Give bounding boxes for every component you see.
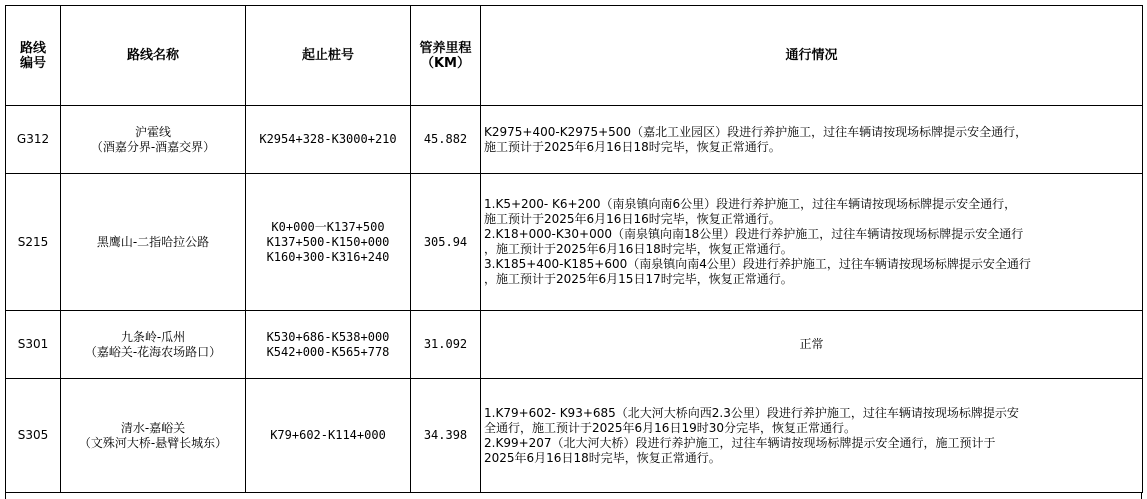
header-mileage [411, 6, 481, 106]
header-route-no [6, 6, 61, 106]
status-line: 2025年6月16日18时完毕，恢复正常通行。 [484, 450, 721, 465]
status-line: 施工预计于2025年6月16日16时完毕，恢复正常通行。 [484, 212, 781, 226]
route-name-cell [61, 106, 246, 174]
header-row [6, 6, 1143, 106]
stake-cell [246, 174, 411, 311]
header-mileage-line: 管养里程 [419, 40, 472, 56]
route-name-line: （文殊河大桥-悬臂长城东） [78, 435, 228, 450]
road-status-table [5, 5, 1143, 493]
table-row [6, 106, 1143, 174]
route-name-cell [61, 311, 246, 379]
route-name-line: 九条岭-瓜州 [120, 329, 186, 344]
route-no-cell: S215 [6, 174, 61, 311]
table-row [6, 311, 1143, 379]
stake-line: K542+000-K565+778 [266, 344, 390, 359]
header-stake: 起止桩号 [246, 6, 411, 106]
stake-cell [246, 106, 411, 174]
stake-line: K79+602-K114+000 [270, 428, 386, 442]
table-continuation [5, 492, 1142, 499]
route-name-line: 清水-嘉峪关 [120, 420, 186, 435]
route-name-cell [61, 174, 246, 311]
stake-line: K0+000一K137+500 [271, 219, 385, 234]
route-no-cell: G312 [6, 106, 61, 174]
status-line: 1.K5+200- K6+200（南泉镇向南6公里）段进行养护施工，过往车辆请按现场标牌提示安全通行， [484, 197, 1017, 211]
status-line: 施工预计于2025年6月16日18时完毕，恢复正常通行。 [484, 139, 781, 154]
mileage-cell: 34.398 [411, 379, 481, 493]
stake-cell [246, 311, 411, 379]
stake-line: K137+500-K150+000 [266, 234, 390, 249]
mileage-cell: 31.092 [411, 311, 481, 379]
status-cell [481, 311, 1143, 379]
stake-cell [246, 379, 411, 493]
status-line: 2.K18+000-K30+000（南泉镇向南18公里）段进行养护施工，过往车辆请按现场标牌提示安全通行 [484, 227, 1024, 241]
route-name-line: 沪霍线 [134, 124, 171, 139]
route-name-cell [61, 379, 246, 493]
table-row [6, 379, 1143, 493]
route-name-line: 黑鹰山-二指哈拉公路 [96, 234, 210, 249]
status-line: ，施工预计于2025年6月16日18时完毕，恢复正常通行。 [484, 242, 793, 256]
header-route-name: 路线名称 [61, 6, 246, 106]
status-line: K2975+400-K2975+500（嘉北工业园区）段进行养护施工，过往车辆请按现场标牌提示安全通行， [484, 124, 1028, 139]
status-line: 2.K99+207（北大河大桥）段进行养护施工，过往车辆请按现场标牌提示安全通行，施工预计于 [484, 435, 996, 450]
stake-line: K2954+328-K3000+210 [259, 132, 397, 146]
mileage-cell: 45.882 [411, 106, 481, 174]
status-cell [481, 174, 1143, 311]
stake-line: K160+300-K316+240 [266, 249, 390, 264]
stake-line: K530+686-K538+000 [266, 329, 390, 344]
mileage-cell: 305.94 [411, 174, 481, 311]
route-name-line: （酒嘉分界-酒嘉交界） [90, 139, 216, 154]
header-route-no-line: 编号 [19, 55, 46, 71]
header-status: 通行情况 [481, 6, 1143, 106]
header-mileage-unit: （KM） [420, 55, 470, 71]
status-cell [481, 106, 1143, 174]
status-line: 3.K185+400-K185+600（南泉镇向南4公里）段进行养护施工，过往车辆请按现场标牌提示安全通行 [484, 257, 1031, 271]
status-cell [481, 379, 1143, 493]
header-route-no-line: 路线 [19, 40, 46, 56]
table-row [6, 174, 1143, 311]
status-line: 正常 [799, 337, 824, 351]
route-no-cell: S301 [6, 311, 61, 379]
status-line: ，施工预计于2025年6月15日17时完毕，恢复正常通行。 [484, 272, 793, 286]
route-name-line: （嘉峪关-花海农场路口） [84, 344, 222, 359]
status-line: 全通行，施工预计于2025年6月16日19时30分完毕，恢复正常通行。 [484, 420, 856, 435]
status-line: 1.K79+602- K93+685（北大河大桥向西2.3公里）段进行养护施工，过往车辆请按现场标牌提示安 [484, 405, 1019, 420]
route-no-cell: S305 [6, 379, 61, 493]
